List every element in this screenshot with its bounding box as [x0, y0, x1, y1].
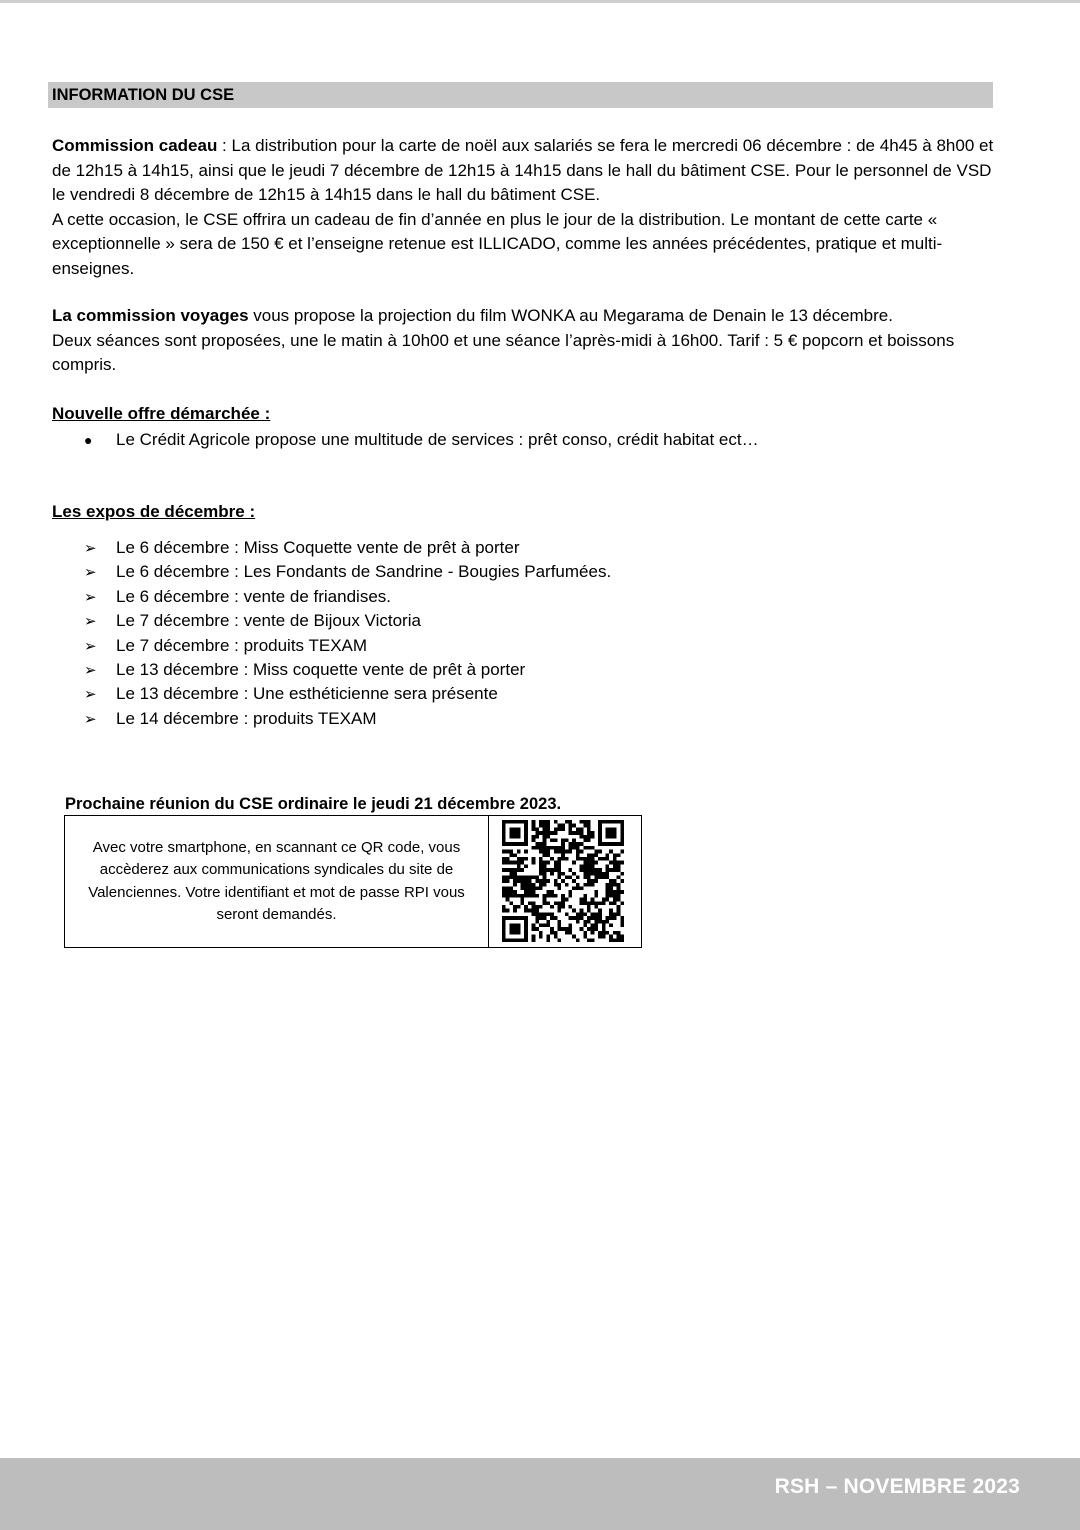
offre-item-text: Le Crédit Agricole propose une multitude de services : prêt conso, crédit habitat ect…: [116, 430, 759, 449]
nouvelle-offre-heading: Nouvelle offre démarchée :: [52, 404, 271, 423]
arrow-bullet-icon: ➢: [84, 661, 97, 679]
list-item: [84, 536, 611, 560]
commission-cadeau-lead: Commission cadeau: [52, 136, 218, 155]
expo-item-text: Le 6 décembre : Miss Coquette vente de prêt à porter: [116, 538, 520, 557]
arrow-bullet-icon: ➢: [84, 686, 97, 704]
offre-list: [84, 428, 759, 452]
expos-list: [84, 536, 611, 731]
bullet-icon: ●: [84, 432, 93, 448]
expo-item-text: Le 6 décembre : Les Fondants de Sandrine - Bougies Parfumées.: [116, 562, 612, 582]
expo-item-text: Le 13 décembre : Miss coquette vente de prêt à porter: [116, 659, 526, 679]
qr-instructions: [65, 816, 489, 947]
expo-item-text: Le 7 décembre : vente de Bijoux Victoria: [116, 611, 421, 631]
qr-info-box: [64, 815, 642, 948]
arrow-bullet-icon: ➢: [84, 613, 97, 631]
list-item: [84, 609, 611, 633]
list-item: [84, 634, 611, 658]
next-meeting-notice: Prochaine réunion du CSE ordinaire le jeudi 21 décembre 2023.: [65, 795, 562, 813]
expo-item-text: Le 14 décembre : produits TEXAM: [116, 708, 377, 728]
list-item: [84, 658, 611, 682]
top-border: [0, 0, 1080, 3]
arrow-bullet-icon: ➢: [84, 637, 97, 655]
arrow-bullet-icon: ➢: [84, 564, 97, 582]
qr-code-icon[interactable]: [501, 820, 625, 942]
arrow-bullet-icon: ➢: [84, 540, 97, 557]
list-item: [84, 707, 611, 731]
commission-voyages-lead: La commission voyages: [52, 306, 249, 325]
list-item: [84, 682, 611, 706]
footer-bar: [0, 1458, 1080, 1530]
expo-item-text: Le 13 décembre : Une esthéticienne sera présente: [116, 684, 498, 704]
list-item: [84, 560, 611, 584]
commission-voyages-text: vous propose la projection du film WONKA au Megarama de Denain le 13 décembre.: [248, 306, 893, 325]
commission-cadeau-paragraph: [52, 134, 997, 281]
footer-issue-label: RSH – NOVEMBRE 2023: [774, 1475, 1020, 1498]
arrow-bullet-icon: ➢: [84, 710, 97, 728]
section-title: INFORMATION DU CSE: [48, 82, 993, 108]
qr-instructions-text: Avec votre smartphone, en scannant ce QR code, vous accèderez aux communications syndicales du site de Valenciennes. Votre identifiant et mot de passe RPI vous seront demandés.: [88, 838, 465, 923]
commission-cadeau-text: : La distribution pour la carte de noël aux salariés se fera le mercredi 06 décembre : de 4h45 à 8h00 et de 12h15 à 14h15, ainsi que le jeudi 7 décembre de 12h15 à 14h15 dans le hall du bâtiment CSE. Pour le personnel de VSD le vendredi 8 décembre de 12h15 à 14h15 dans le hall du bâtiment CSE.: [52, 136, 994, 204]
expo-item-text: Le 6 décembre : vente de friandises.: [116, 586, 391, 606]
expo-item-text: Le 7 décembre : produits TEXAM: [116, 635, 368, 655]
commission-voyages-paragraph: [52, 304, 997, 378]
list-item: [84, 428, 759, 452]
commission-cadeau-text-2: A cette occasion, le CSE offrira un cadeau de fin d’année en plus le jour de la distribution. Le montant de cette carte « exceptionnelle » sera de 150 € et l’enseigne retenue est ILLICADO, comme les années précédentes, pratique et multi-enseignes.: [52, 209, 943, 278]
expos-heading: Les expos de décembre :: [52, 502, 256, 521]
list-item: [84, 585, 611, 609]
commission-voyages-text-2: Deux séances sont proposées, une le matin à 10h00 et une séance l’après-midi à 16h00. Tarif : 5 € popcorn et boissons compris.: [52, 330, 955, 374]
arrow-bullet-icon: ➢: [84, 588, 97, 606]
